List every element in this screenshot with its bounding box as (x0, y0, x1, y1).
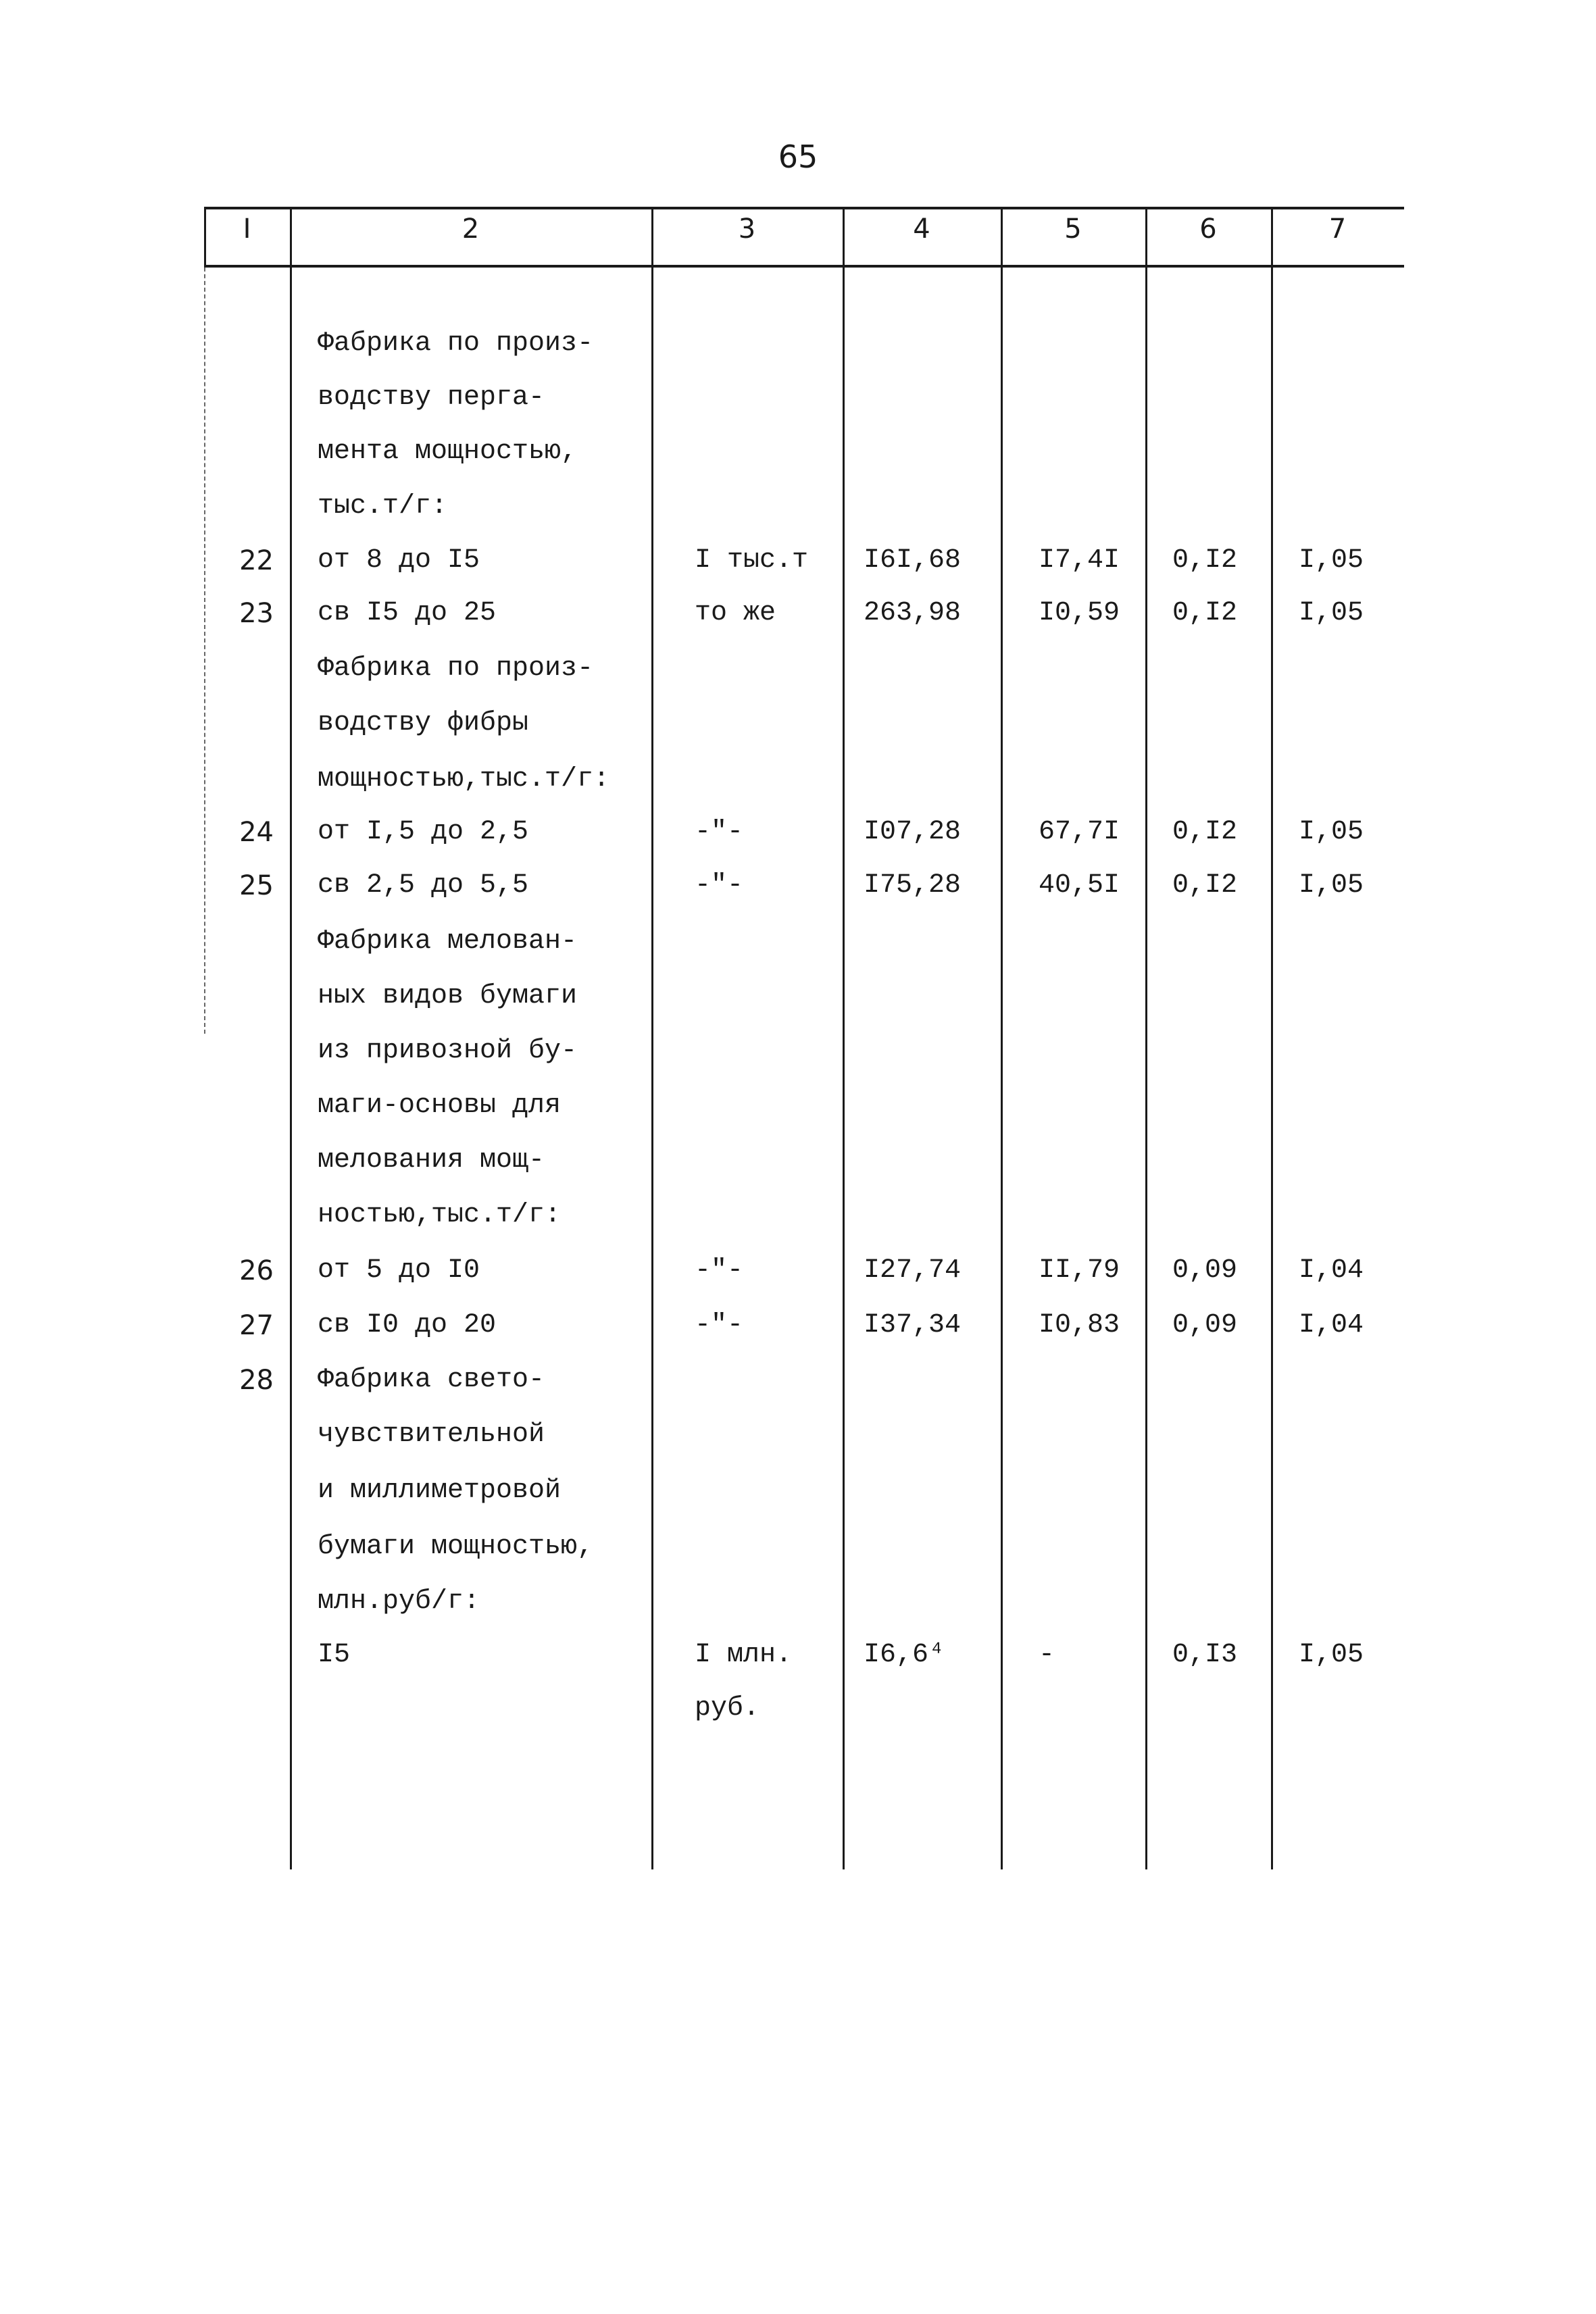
row-value-col7: I,05 (1299, 598, 1364, 628)
row-description: св I0 до 20 (318, 1310, 497, 1340)
row-unit: -"- (695, 1255, 744, 1286)
row-description: бумаги мощностью, (318, 1532, 594, 1562)
row-description: ных видов бумаги (318, 981, 578, 1011)
row-unit: то же (695, 598, 776, 628)
row-description: водству фибры (318, 708, 529, 738)
row-value-col7: I,05 (1299, 817, 1364, 847)
row-description: мощностью,тыс.т/г: (318, 764, 610, 795)
column-rule-3 (843, 207, 845, 1869)
column-rule-2 (651, 207, 653, 1869)
row-value-col4: I6I,68 (864, 545, 962, 576)
row-value-col7: I,05 (1299, 545, 1364, 576)
row-value-col4: 263,98 (864, 598, 962, 628)
row-description: из привозной бу- (318, 1036, 578, 1066)
row-value-col7: I,04 (1299, 1255, 1364, 1286)
left-edge-rule (204, 207, 205, 1034)
row-number: 22 (239, 545, 274, 576)
row-description: от I,5 до 2,5 (318, 817, 529, 847)
row-value-col6: 0,09 (1172, 1255, 1238, 1286)
row-description: св 2,5 до 5,5 (318, 870, 529, 901)
header-col-3: 3 (738, 213, 756, 245)
page-number: 65 (778, 139, 818, 175)
column-rule-5 (1145, 207, 1147, 1869)
row-number: 24 (239, 817, 274, 848)
row-description: Фабрика по произ- (318, 328, 594, 359)
row-value-col6: 0,I2 (1172, 870, 1238, 901)
row-description: Фабрика по произ- (318, 653, 594, 684)
row-description: св I5 до 25 (318, 598, 497, 628)
row-description: Фабрика свето- (318, 1365, 545, 1395)
row-description: маги-основы для (318, 1090, 562, 1121)
row-value-col6: 0,I2 (1172, 598, 1238, 628)
row-unit: I млн. (695, 1640, 793, 1670)
row-value-col5: - (1039, 1640, 1055, 1670)
row-number: 27 (239, 1310, 274, 1341)
row-description: мента мощностью, (318, 436, 578, 467)
row-description: I5 (318, 1640, 351, 1670)
column-rule-4 (1001, 207, 1003, 1869)
row-value-col4: I75,28 (864, 870, 962, 901)
row-description: ностью,тыс.т/г: (318, 1200, 562, 1230)
header-col-5: 5 (1064, 213, 1082, 245)
row-value-col5: I7,4I (1039, 545, 1120, 576)
row-value-col5: I0,83 (1039, 1310, 1120, 1340)
column-rule-6 (1271, 207, 1273, 1869)
row-value-col6: 0,I3 (1172, 1640, 1238, 1670)
header-col-6: 6 (1199, 213, 1217, 245)
row-value-col4: I27,74 (864, 1255, 962, 1286)
row-description: и миллиметровой (318, 1476, 562, 1506)
row-description: от 5 до I0 (318, 1255, 480, 1286)
row-value-col7: I,04 (1299, 1310, 1364, 1340)
header-col-7: 7 (1328, 213, 1347, 245)
row-value-col6: 0,I2 (1172, 545, 1238, 576)
header-col-2: 2 (462, 213, 480, 245)
row-value-col4: I6,6⁴ (864, 1640, 945, 1670)
row-value-col5: II,79 (1039, 1255, 1120, 1286)
row-description: мелования мощ- (318, 1145, 545, 1176)
row-value-col5: 67,7I (1039, 817, 1120, 847)
header-col-4: 4 (913, 213, 930, 245)
row-description: водству перга- (318, 382, 545, 413)
row-value-col5: 40,5I (1039, 870, 1120, 901)
row-value-col7: I,05 (1299, 1640, 1364, 1670)
header-col-1: I (243, 213, 251, 245)
row-unit: I тыс.т (695, 545, 809, 576)
row-value-col6: 0,I2 (1172, 817, 1238, 847)
column-rule-1 (290, 207, 292, 1869)
row-value-col6: 0,09 (1172, 1310, 1238, 1340)
header-top-rule (204, 207, 1404, 209)
row-value-col4: I07,28 (864, 817, 962, 847)
row-description: млн.руб/г: (318, 1586, 480, 1617)
row-description: чувствительной (318, 1419, 545, 1450)
row-number: 25 (239, 870, 274, 901)
row-description: Фабрика мелован- (318, 926, 578, 957)
row-number: 28 (239, 1365, 274, 1396)
row-description: тыс.т/г: (318, 491, 448, 522)
row-unit: -"- (695, 1310, 744, 1340)
row-unit: -"- (695, 870, 744, 901)
row-number: 26 (239, 1255, 274, 1286)
header-bottom-rule (204, 265, 1404, 268)
row-value-col7: I,05 (1299, 870, 1364, 901)
row-unit: руб. (695, 1693, 760, 1724)
row-unit: -"- (695, 817, 744, 847)
row-number: 23 (239, 598, 274, 629)
row-value-col5: I0,59 (1039, 598, 1120, 628)
row-description: от 8 до I5 (318, 545, 480, 576)
row-value-col4: I37,34 (864, 1310, 962, 1340)
